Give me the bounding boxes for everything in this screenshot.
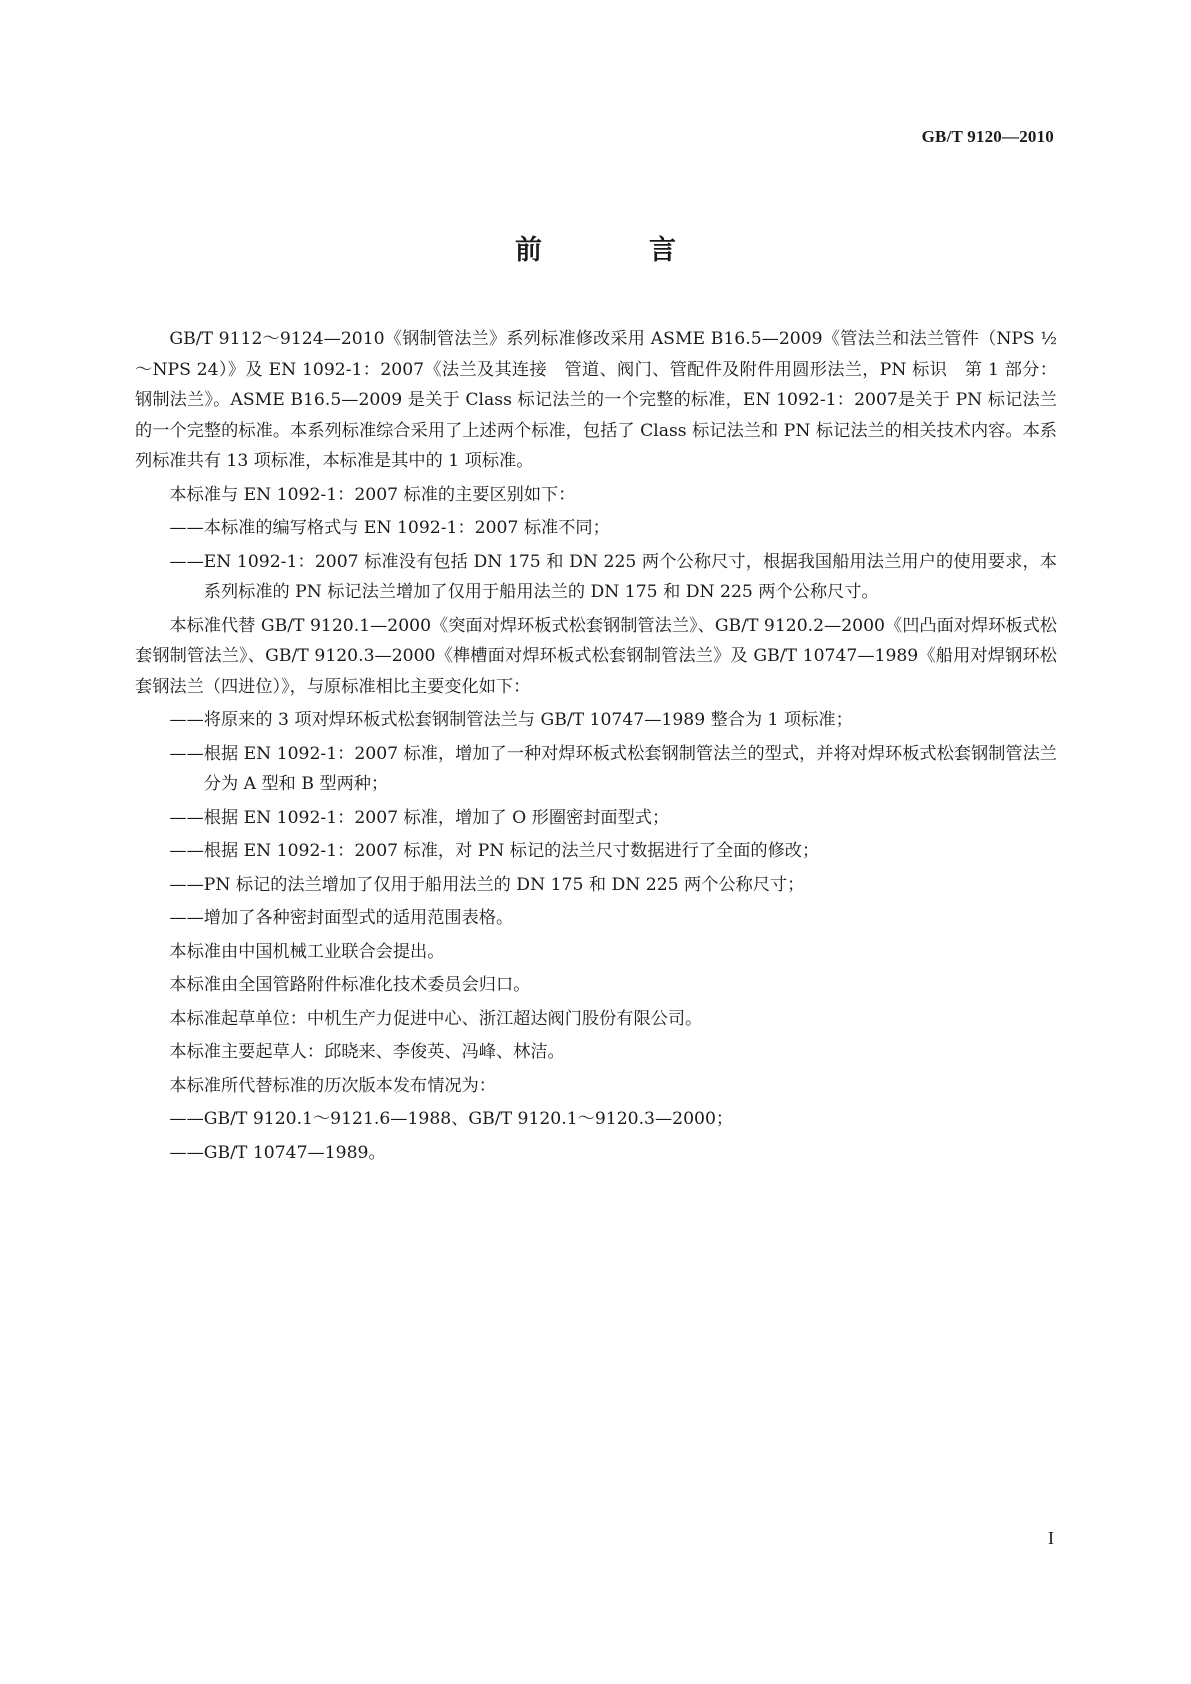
page-number: I xyxy=(1048,1528,1054,1548)
list-item: ——将原来的 3 项对焊环板式松套钢制管法兰与 GB/T 10747—1989 整合为 1 项标准； xyxy=(169,710,853,730)
list-item: ——本标准的编写格式与 EN 1092-1：2007 标准不同； xyxy=(169,518,610,538)
paragraph-drafting-units: 本标准起草单位：中机生产力促进中心、浙江超达阀门股份有限公司。 xyxy=(169,1008,703,1029)
document-body xyxy=(135,324,1057,1171)
standard-code: GB/T 9120—2010 xyxy=(921,127,1054,146)
paragraph-proposer: 本标准由中国机械工业联合会提出。 xyxy=(169,941,445,962)
page-title: 前 言 xyxy=(515,235,716,266)
paragraph-scope: GB/T 9112～9124—2010《钢制管法兰》系列标准修改采用 ASME B16.5—2009《管法兰和法兰管件（NPS ½～NPS 24）》及 EN 1092-1：2007《法兰及其连接 管道、阀门、管配件及附件用圆形法兰，PN 标识 第 1 部分：钢制法兰》。ASME B16.5—2009 是关于 Class 标记法兰的一个完整的标准，EN 1092-1：2007是关于 PN 标记法兰的一个完整的标准。本系列标准综合采用了上述两个标准，包括了 Class 标记法兰和 PN 标记法兰的相关技术内容。本系列标准共有 13 项标准，本标准是其中的 1 项标准。 xyxy=(135,329,1057,471)
paragraph-history-intro: 本标准所代替标准的历次版本发布情况为： xyxy=(169,1075,496,1096)
list-item: ——EN 1092-1：2007 标准没有包括 DN 175 和 DN 225 两个公称尺寸，根据我国船用法兰用户的使用要求，本系列标准的 PN 标记法兰增加了仅用于船用法兰的 DN 175 和 DN 225 两个公称尺寸。 xyxy=(169,551,1057,602)
list-item: ——根据 EN 1092-1：2007 标准，对 PN 标记的法兰尺寸数据进行了全面的修改； xyxy=(169,841,820,861)
list-item: ——PN 标记的法兰增加了仅用于船用法兰的 DN 175 和 DN 225 两个公称尺寸； xyxy=(169,874,805,895)
list-item: ——GB/T 9120.1～9121.6—1988、GB/T 9120.1～9120.3—2000； xyxy=(169,1109,734,1129)
paragraph-drafters: 本标准主要起草人：邱晓来、李俊英、冯峰、林洁。 xyxy=(169,1042,565,1062)
list-item: ——增加了各种密封面型式的适用范围表格。 xyxy=(169,908,514,928)
list-item: ——GB/T 10747—1989。 xyxy=(169,1142,386,1163)
list-item: ——根据 EN 1092-1：2007 标准，增加了 O 形圈密封面型式； xyxy=(169,807,670,828)
paragraph-replaces: 本标准代替 GB/T 9120.1—2000《突面对焊环板式松套钢制管法兰》、GB/T 9120.2—2000《凹凸面对焊环板式松套钢制管法兰》、GB/T 9120.3—2000《榫槽面对焊环板式松套钢制管法兰》及 GB/T 10747—1989《船用对焊钢环松套钢法兰（四进位）》，与原标准相比主要变化如下： xyxy=(135,615,1057,697)
list-item: ——根据 EN 1092-1：2007 标准，增加了一种对焊环板式松套钢制管法兰的型式，并将对焊环板式松套钢制管法兰分为 A 型和 B 型两种； xyxy=(169,743,1057,794)
paragraph-differences-intro: 本标准与 EN 1092-1：2007 标准的主要区别如下： xyxy=(169,484,576,505)
paragraph-committee: 本标准由全国管路附件标准化技术委员会归口。 xyxy=(169,975,531,995)
